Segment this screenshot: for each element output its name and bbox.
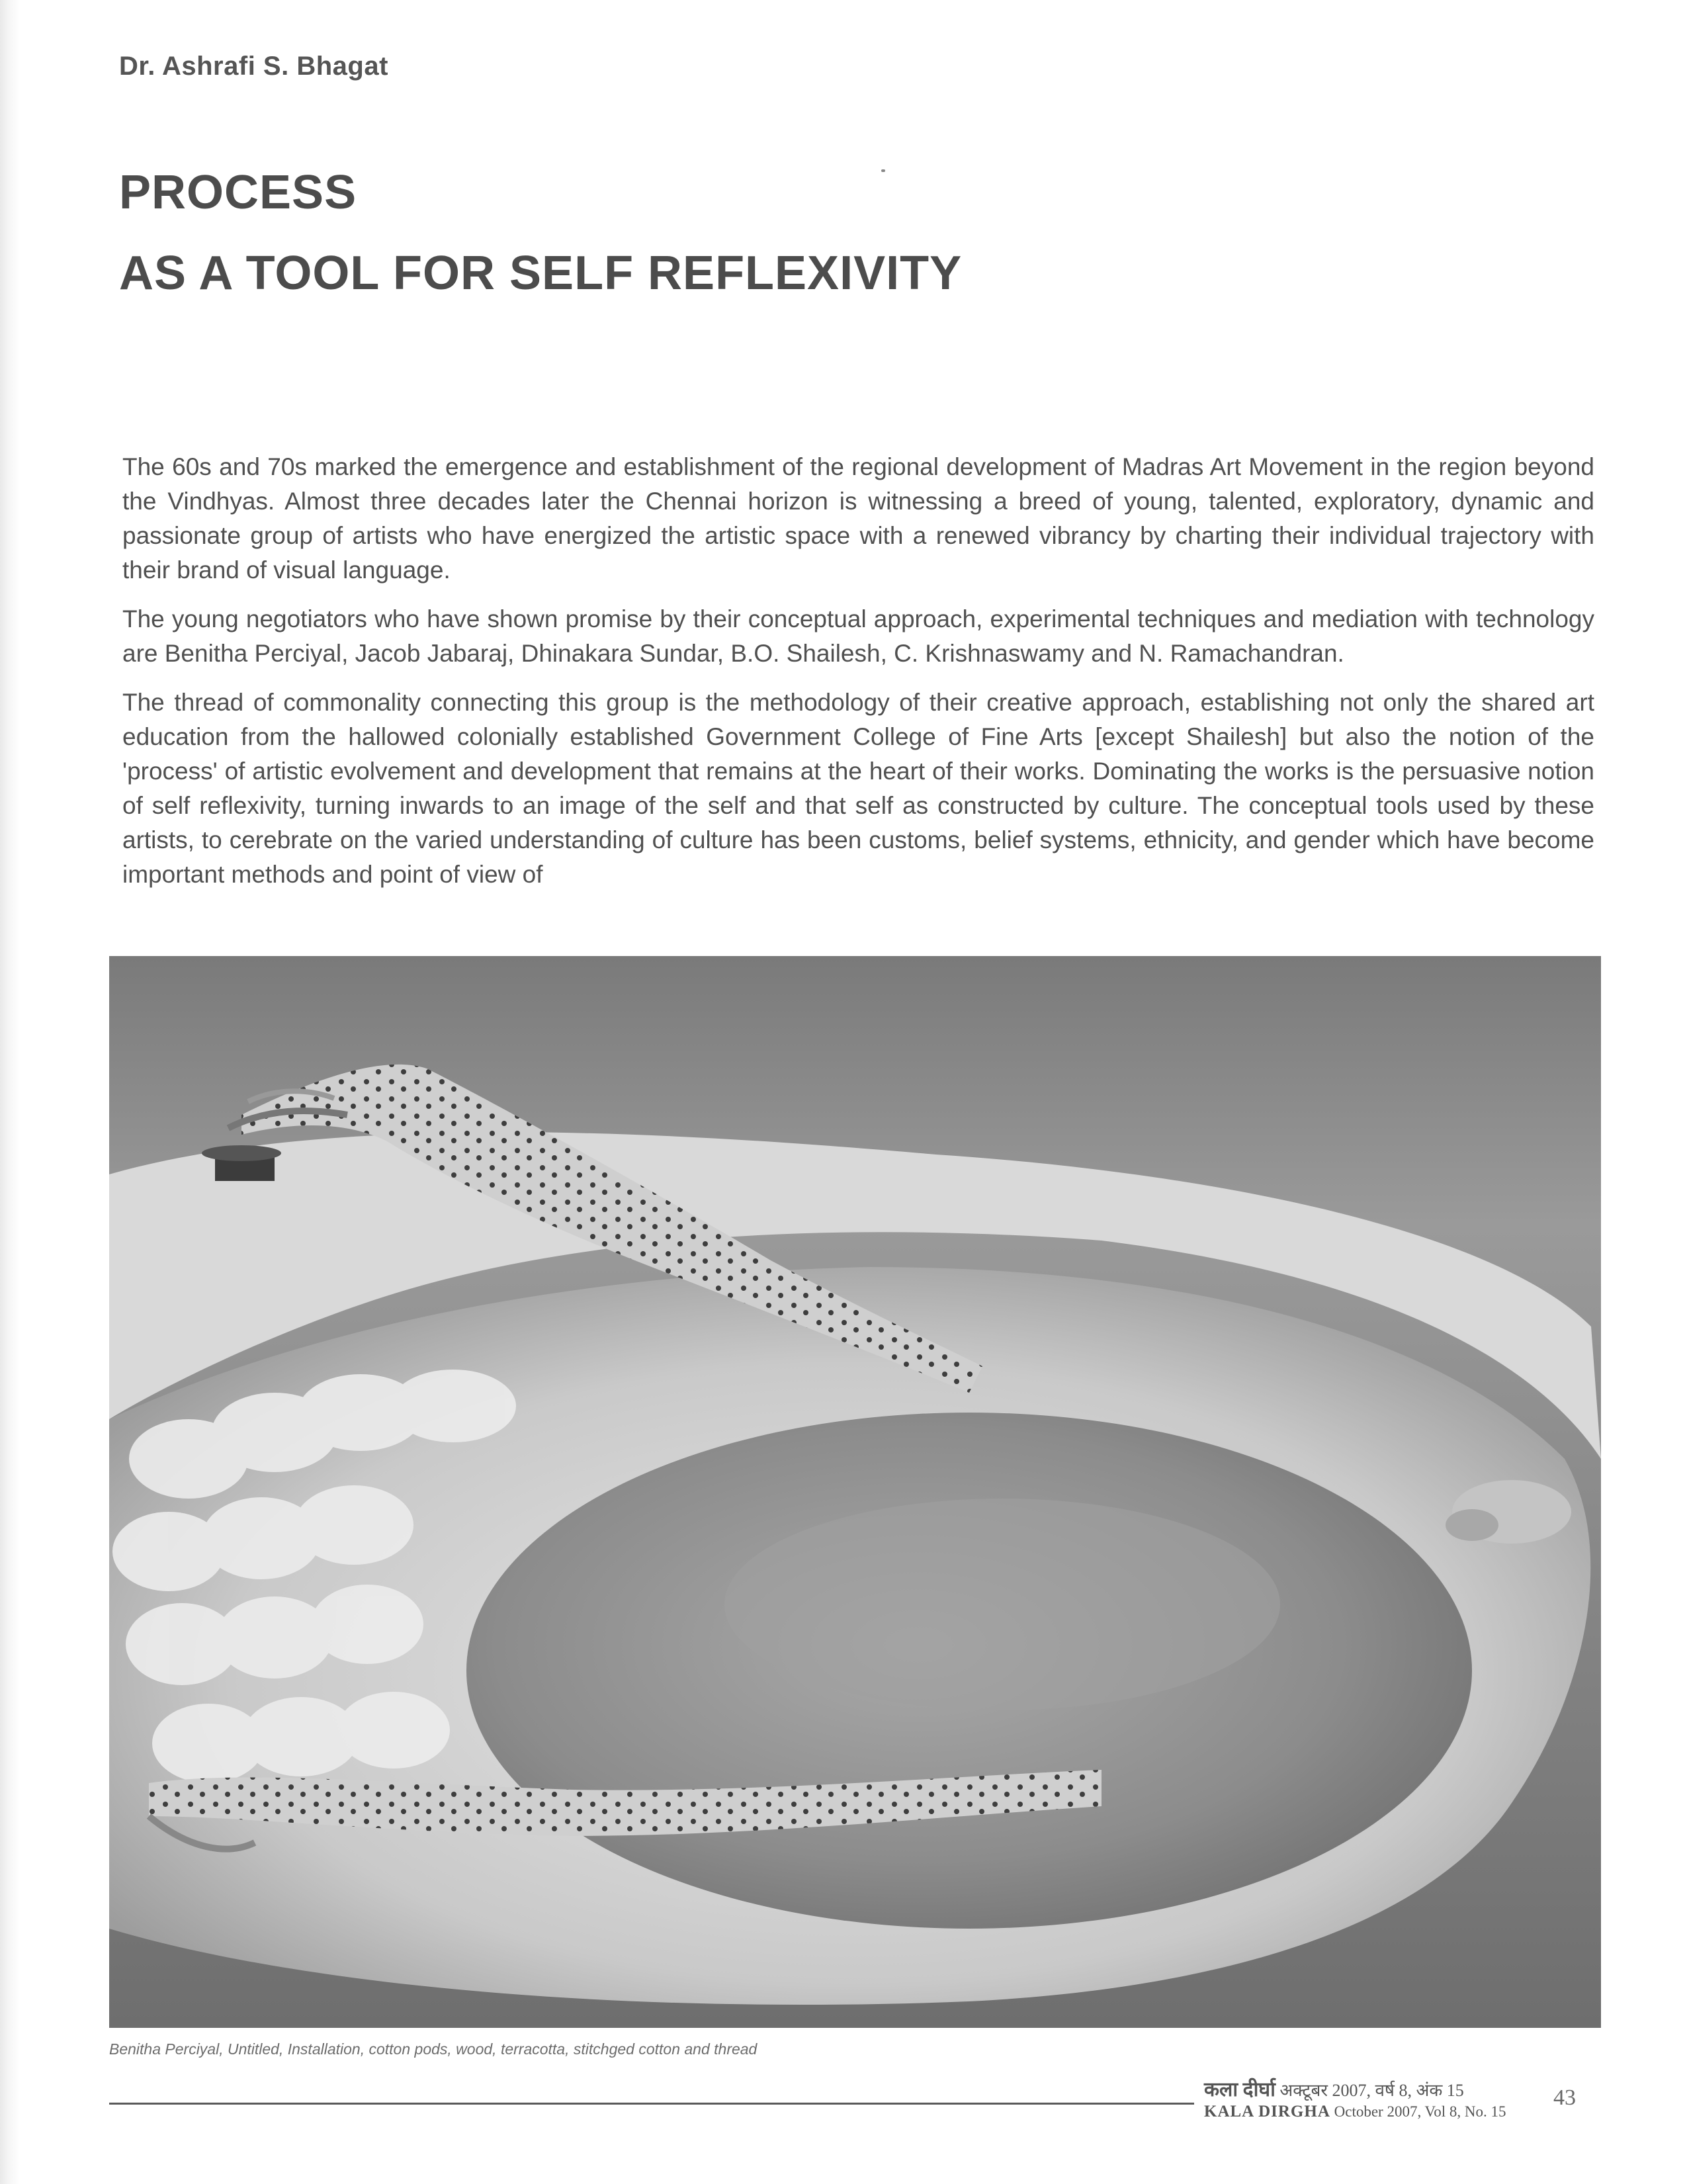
publication-footer <box>1204 2079 1506 2122</box>
footer-hindi-details: अक्टूबर 2007, वर्ष 8, अंक 15 <box>1279 2081 1464 2100</box>
title-line-2: AS A TOOL FOR SELF REFLEXIVITY <box>119 247 963 300</box>
body-paragraph: The young negotiators who have shown promise by their conceptual approach, experimental techniques and mediation with technology are Benitha Perciyal, Jacob Jabaraj, Dhinakara Sundar, B.O. Shailesh, C. Krishnaswamy and N. Ramachandran. <box>122 605 1594 667</box>
artwork-illustration <box>109 956 1601 2028</box>
body-paragraph: The 60s and 70s marked the emergence and establishment of the regional development of Madras Art Movement in the region beyond the Vindhyas. Almost three decades later the Chennai horizon is witnessing a breed of young, talented, exploratory, dynamic and passionate group of artists who have energized the artistic space with a renewed vibrancy by charting their individual trajectory with their brand of visual language. <box>122 453 1594 584</box>
artwork-photo <box>109 956 1601 2028</box>
print-speck <box>881 169 885 172</box>
article-title <box>119 152 962 314</box>
footer-hindi-title: कला दीर्घा <box>1204 2079 1276 2101</box>
footer-english-line <box>1204 2102 1506 2122</box>
article-body <box>122 450 1594 906</box>
footer-english-details: October 2007, Vol 8, No. 15 <box>1334 2103 1506 2120</box>
body-paragraph: The thread of commonality connecting this group is the methodology of their creative approach, establishing not only the shared art education from the hallowed colonially established Government College of Fine Arts [except Shailesh] but also the notion of the 'process' of artistic evolvement and development that remains at the heart of their works. Dominating the works is the persuasive notion of self reflexivity, turning inwards to an image of the self and that self as constructed by culture. The conceptual tools used by these artists, to cerebrate on the varied understanding of culture has been customs, belief systems, ethnicity, and gender which have become important methods and point of view of <box>122 689 1594 888</box>
page-number: 43 <box>1553 2085 1576 2110</box>
footer-english-title: KALA DIRGHA <box>1204 2103 1330 2120</box>
author-name: Dr. Ashrafi S. Bhagat <box>119 52 388 81</box>
figure-caption: Benitha Perciyal, Untitled, Installation, cotton pods, wood, terracotta, stitchged cotton and thread <box>109 2040 757 2058</box>
footer-hindi-line <box>1204 2079 1506 2102</box>
footer-rule <box>109 2103 1194 2105</box>
title-line-1: PROCESS <box>119 166 357 219</box>
